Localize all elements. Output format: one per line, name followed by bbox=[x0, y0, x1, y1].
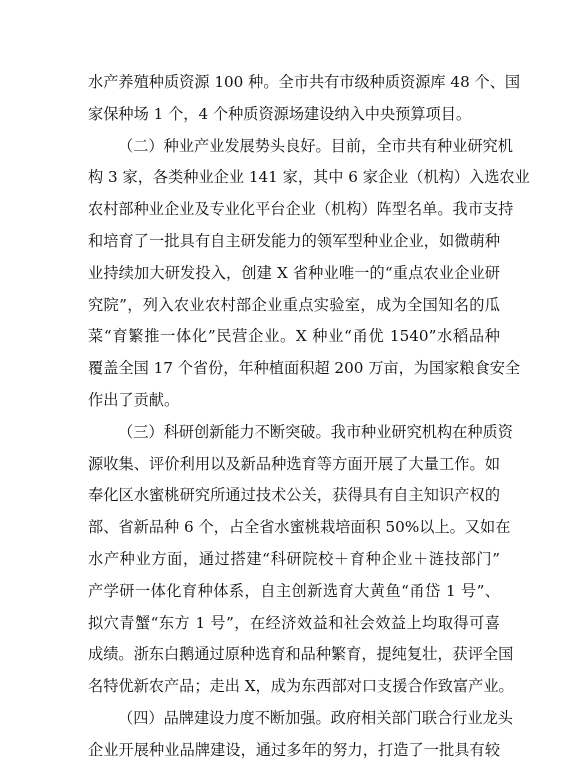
paragraph bbox=[88, 417, 514, 703]
text-line: （三）科研创新能力不断突破。我市种业研究机构在种质资 bbox=[118, 422, 513, 441]
text-line: 构 3 家，各类种业企业 141 家，其中 6 家企业（机构）入选农业 bbox=[88, 168, 530, 187]
paragraph bbox=[88, 703, 513, 767]
text-line: 究院”，列入农业农村部企业重点实验室，成为全国知名的瓜 bbox=[88, 295, 500, 314]
text-line: 菜“育繁推一体化”民营企业。X 种业“甬优 1540”水稻品种 bbox=[88, 327, 500, 346]
text-line: 名特优新农产品；走出 X，成为东西部对口支援合作致富产业。 bbox=[88, 677, 514, 696]
text-line: 水产养殖种质资源 100 种。全市共有市级种质资源库 48 个、国 bbox=[88, 73, 521, 91]
text-line: 覆盖全国 17 个省份，年种植面积超 200 万亩，为国家粮食安全 bbox=[88, 359, 521, 378]
text-line: 产学研一体化育种体系，自主创新选育大黄鱼“甬岱 1 号”、 bbox=[88, 581, 500, 600]
text-line: 拟穴青蟹“东方 1 号”，在经济效益和社会效益上均取得可喜 bbox=[88, 613, 500, 632]
text-line: （四）品牌建设力度不断加强。政府相关部门联合行业龙头 bbox=[118, 708, 513, 727]
text-line: 业持续加大研发投入，创建 X 省种业唯一的“重点农业企业研 bbox=[88, 263, 500, 282]
text-line: 奉化区水蜜桃研究所通过技术公关，获得具有自主知识产权的 bbox=[88, 486, 500, 505]
text-line: 部、省新品种 6 个，占全省水蜜桃栽培面积 50%以上。又如在 bbox=[88, 518, 511, 537]
paragraph bbox=[88, 131, 530, 417]
text-line: 成绩。浙东白鹅通过原种选育和品种繁育，提纯复壮，获评全国 bbox=[88, 645, 514, 664]
text-line: 和培育了一批具有自主研发能力的领军型种业企业，如微萌种 bbox=[88, 231, 500, 250]
text-line: 源收集、评价利用以及新品种选育等方面开展了大量工作。如 bbox=[88, 454, 500, 473]
text-line: 水产种业方面，通过搭建“科研院校＋育种企业＋涟技部门” bbox=[88, 549, 500, 568]
document-page bbox=[88, 67, 530, 767]
text-line: 企业开展种业品牌建设，通过多年的努力，打造了一批具有较 bbox=[88, 740, 500, 759]
text-line: 作出了贡献。 bbox=[88, 390, 180, 409]
text-line: （二）种业产业发展势头良好。目前，全市共有种业研究机 bbox=[118, 136, 513, 155]
text-line: 家保种场 1 个，4 个种质资源场建设纳入中央预算项目。 bbox=[88, 104, 472, 123]
text-line: 农村部种业企业及专业化平台企业（机构）阵型名单。我市支持 bbox=[88, 200, 514, 219]
paragraph bbox=[88, 67, 521, 131]
